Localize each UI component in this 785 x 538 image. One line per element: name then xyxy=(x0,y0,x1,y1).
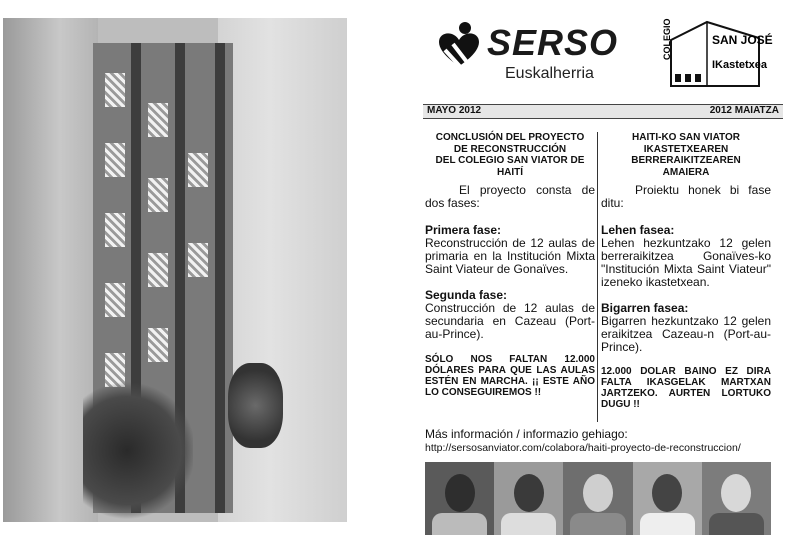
project-url-link[interactable]: http://sersosanviator.com/colabora/haiti-proyecto-de-reconstruccion/ xyxy=(425,442,741,454)
photo-ground xyxy=(218,18,347,522)
spanish-phase2-text: Construcción de 12 aulas de secundaria en Cazeau (Port-au-Prince). xyxy=(425,301,595,341)
building-window xyxy=(105,143,125,177)
ikastetxea-text: IKastetxea xyxy=(712,59,768,71)
column-divider xyxy=(597,132,598,422)
building-window xyxy=(148,328,168,362)
heading-line: HAITI-KO SAN VIATOR xyxy=(632,132,740,143)
child-photo xyxy=(633,462,702,535)
spanish-column xyxy=(425,132,595,398)
building-window xyxy=(105,73,125,107)
serso-wordmark: SERSO xyxy=(487,22,619,63)
spanish-phase1-text: Reconstrucción de 12 aulas de primaria en la Institución Mixta Saint Viateur de Gonaïves. xyxy=(425,236,595,276)
date-es: MAYO 2012 xyxy=(427,105,482,116)
building-window xyxy=(188,153,208,187)
children-photo-strip xyxy=(425,462,771,535)
school-building-icon xyxy=(662,18,773,90)
basque-phase2-title: Bigarren fasea: xyxy=(601,301,689,315)
newsletter-panel xyxy=(420,0,785,538)
photo-cement-mixer xyxy=(228,363,283,448)
building-window xyxy=(105,283,125,317)
child-photo xyxy=(563,462,632,535)
child-photo xyxy=(494,462,563,535)
colegio-logo xyxy=(662,18,773,90)
heading-line: DEL COLEGIO SAN VIATOR DE HAITÍ xyxy=(435,155,585,178)
serso-logo xyxy=(435,18,625,88)
spanish-phase1-title: Primera fase: xyxy=(425,223,502,237)
heading-line: AMAIERA xyxy=(662,166,710,178)
building-window xyxy=(148,253,168,287)
spanish-heading xyxy=(425,132,595,178)
serso-subtitle: Euskalherria xyxy=(505,65,594,82)
serso-heart-icon xyxy=(435,20,483,76)
san-jose-text: SAN JOSÉ xyxy=(712,33,773,47)
colegio-text: COLEGIO xyxy=(662,18,672,60)
basque-column xyxy=(601,132,771,410)
basque-call-to-action: 12.000 DOLAR BAINO EZ DIRA FALTA IKASGELAK MARTXAN JARTZEKO. AURTEN LORTUKO DUGU !! xyxy=(601,366,771,410)
date-eu: 2012 MAIATZA xyxy=(709,105,779,116)
basque-heading xyxy=(601,132,771,178)
spanish-call-to-action: SÓLO NOS FALTAN 12.000 DÓLARES PARA QUE LAS AULAS ESTÉN EN MARCHA. ¡¡ ESTE AÑO LO CONSEGUIREMOS !! xyxy=(425,354,595,398)
building-window xyxy=(105,213,125,247)
building-column xyxy=(215,43,225,513)
spanish-phase2-title: Segunda fase: xyxy=(425,288,508,302)
building-window xyxy=(188,243,208,277)
building-window xyxy=(148,178,168,212)
basque-phase1-title: Lehen fasea: xyxy=(601,223,675,237)
building-window xyxy=(148,103,168,137)
construction-photo xyxy=(3,18,347,522)
child-photo xyxy=(425,462,494,535)
date-bar xyxy=(423,104,783,119)
heading-line: IKASTETXEAREN BERRERAIKITZEAREN xyxy=(631,143,741,166)
spanish-intro: El proyecto consta de dos fases: xyxy=(425,183,595,210)
photo-tree xyxy=(83,378,193,523)
basque-phase1-text: Lehen hezkuntzako 12 gelen berreraikitzea Gonaïves-ko "Institución Mixta Saint Viateur" izeneko ikastetxean. xyxy=(601,236,771,289)
basque-intro: Proiektu honek bi fase ditu: xyxy=(601,183,771,210)
more-info-label: Más información / informazio gehiago: xyxy=(425,427,628,441)
child-photo xyxy=(702,462,771,535)
heading-line: CONCLUSIÓN DEL PROYECTO xyxy=(435,132,585,143)
heading-line: DE RECONSTRUCCIÓN xyxy=(453,143,567,155)
basque-phase2-text: Bigarren hezkuntzako 12 gelen eraikitzea Cazeau-n (Port-au-Prince). xyxy=(601,314,771,354)
